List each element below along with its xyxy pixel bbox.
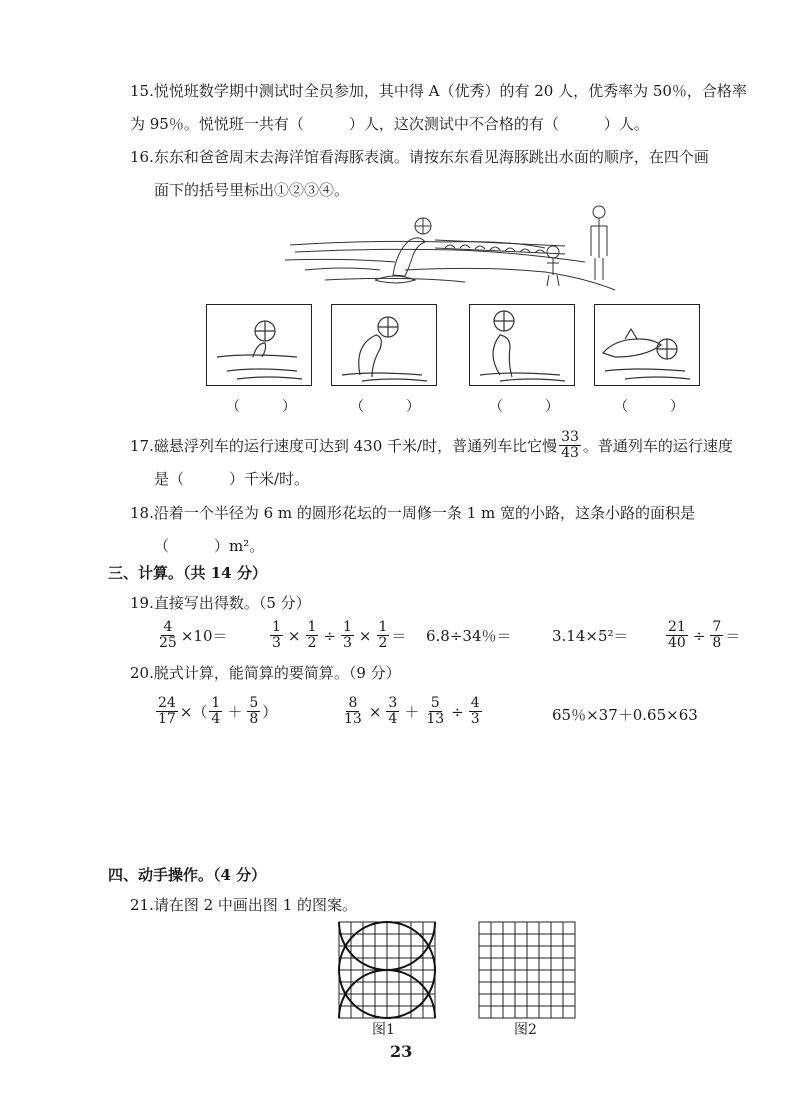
figure-1-grid bbox=[338, 921, 438, 1021]
q16-line2: 面下的括号里标出①②③④。 bbox=[154, 181, 350, 199]
q19-e2-b-den: 2 bbox=[307, 635, 317, 651]
q19-e2-d-den: 2 bbox=[378, 635, 388, 651]
figure-2-grid[interactable] bbox=[478, 921, 578, 1021]
q19-e5-op: ÷ bbox=[692, 626, 706, 645]
q20-e2-a-den: 13 bbox=[344, 711, 362, 727]
q20-e1-close: ） bbox=[262, 703, 278, 721]
picture-2 bbox=[331, 304, 437, 386]
q19-expr-2 bbox=[268, 620, 406, 651]
section3-title: 三、计算。（共 14 分） bbox=[108, 564, 267, 582]
q19-expr-4: 3.14×5²＝ bbox=[552, 627, 629, 645]
q19-e2-op3: × bbox=[358, 626, 372, 645]
q17-line2: 是（ ）千米/时。 bbox=[154, 470, 310, 488]
section4-title: 四、动手操作。（4 分） bbox=[108, 866, 267, 884]
q15-line2: 为 95％。悦悦班一共有（ ）人，这次测试中不合格的有（ ）人。 bbox=[130, 115, 649, 133]
page-number: 23 bbox=[390, 1042, 413, 1061]
q20-e2-d-den: 3 bbox=[470, 711, 480, 727]
q20-e1-a-num: 24 bbox=[158, 695, 176, 711]
q20-e2-b-den: 4 bbox=[388, 711, 398, 727]
q20-e2-b-num: 3 bbox=[388, 695, 398, 711]
q19-expr-5 bbox=[664, 620, 740, 651]
q20-e2-op2: ＋ bbox=[404, 703, 420, 721]
q18-line2: （ ）m²。 bbox=[154, 537, 265, 555]
q20-expr-3: 65％×37＋0.65×63 bbox=[552, 706, 698, 724]
answer-bracket-1[interactable]: （ ） bbox=[226, 399, 296, 415]
q20-e1-b-den: 4 bbox=[211, 711, 221, 727]
picture-4 bbox=[594, 304, 700, 386]
q17-fraction bbox=[559, 430, 581, 461]
q19-e1-den: 25 bbox=[159, 635, 177, 651]
q19-e5-a-den: 40 bbox=[668, 635, 686, 651]
picture-1 bbox=[206, 304, 312, 386]
q19-e5-b-den: 8 bbox=[712, 635, 722, 651]
q17-text-pre: 17.磁悬浮列车的运行速度可达到 430 千米/时，普通列车比它慢 bbox=[130, 436, 558, 455]
q19-e5-a-num: 21 bbox=[668, 619, 686, 635]
q15-line1: 15.悦悦班数学期中测试时全员参加，其中得 A（优秀）的有 20 人，优秀率为 50％，合格率 bbox=[130, 82, 747, 100]
q20-e1-c-den: 8 bbox=[249, 711, 259, 727]
q20-expr-1 bbox=[154, 696, 277, 727]
q20-e2-a-num: 8 bbox=[348, 695, 358, 711]
q17-frac-den: 43 bbox=[561, 445, 579, 461]
q20-e1-b-num: 1 bbox=[211, 695, 221, 711]
figure-1-caption: 图1 bbox=[372, 1022, 395, 1038]
dolphin-show-scene bbox=[285, 200, 625, 295]
q18-line1: 18.沿着一个半径为 6 m 的圆形花坛的一周修一条 1 m 宽的小路，这条小路的面积是 bbox=[130, 504, 696, 522]
q20-e2-c-num: 5 bbox=[430, 695, 440, 711]
figure-2-caption: 图2 bbox=[514, 1022, 537, 1038]
picture-3 bbox=[469, 304, 575, 386]
q20-title: 20.脱式计算，能简算的要简算。（9 分） bbox=[130, 664, 401, 682]
q20-e2-c-den: 13 bbox=[426, 711, 445, 727]
q19-e2-eq: ＝ bbox=[391, 627, 407, 645]
q19-e2-a-den: 3 bbox=[272, 635, 281, 651]
q19-title: 19.直接写出得数。（5 分） bbox=[130, 594, 311, 612]
q21-title: 21.请在图 2 中画出图 1 的图案。 bbox=[130, 896, 358, 914]
answer-bracket-3[interactable]: （ ） bbox=[489, 399, 559, 415]
q20-e1-c-num: 5 bbox=[249, 695, 259, 711]
q19-expr-1 bbox=[155, 620, 227, 651]
q20-e2-op3: ÷ bbox=[451, 702, 464, 721]
q19-e1-rest: ×10＝ bbox=[180, 627, 228, 645]
q20-e1-a-den: 17 bbox=[158, 711, 176, 727]
q19-e2-c-num: 1 bbox=[343, 619, 352, 635]
q19-e2-op1: × bbox=[287, 626, 301, 645]
q20-e2-op1: × bbox=[368, 702, 382, 721]
q19-e2-op2: ÷ bbox=[323, 626, 336, 645]
q17-line1 bbox=[130, 430, 733, 461]
q19-e5-b-num: 7 bbox=[712, 619, 722, 635]
answer-bracket-4[interactable]: （ ） bbox=[614, 399, 684, 415]
q19-e5-eq: ＝ bbox=[725, 627, 741, 645]
q19-e2-c-den: 3 bbox=[343, 635, 352, 651]
q19-e1-num: 4 bbox=[163, 619, 173, 635]
q17-text-post: 。普通列车的运行速度 bbox=[582, 436, 733, 455]
q19-expr-3: 6.8÷34％＝ bbox=[426, 627, 512, 645]
q17-frac-num: 33 bbox=[561, 429, 579, 445]
q19-e2-a-num: 1 bbox=[272, 619, 281, 635]
q20-expr-2 bbox=[340, 696, 484, 727]
answer-bracket-2[interactable]: （ ） bbox=[350, 399, 420, 415]
q20-e2-d-num: 4 bbox=[470, 695, 480, 711]
q19-e2-b-num: 1 bbox=[307, 619, 317, 635]
q20-e1-mid: ×（ bbox=[179, 703, 208, 721]
q20-e1-plus: ＋ bbox=[227, 703, 243, 721]
q16-line1: 16.东东和爸爸周末去海洋馆看海豚表演。请按东东看见海豚跳出水面的顺序，在四个画 bbox=[130, 148, 709, 166]
q19-e2-d-num: 1 bbox=[378, 619, 388, 635]
